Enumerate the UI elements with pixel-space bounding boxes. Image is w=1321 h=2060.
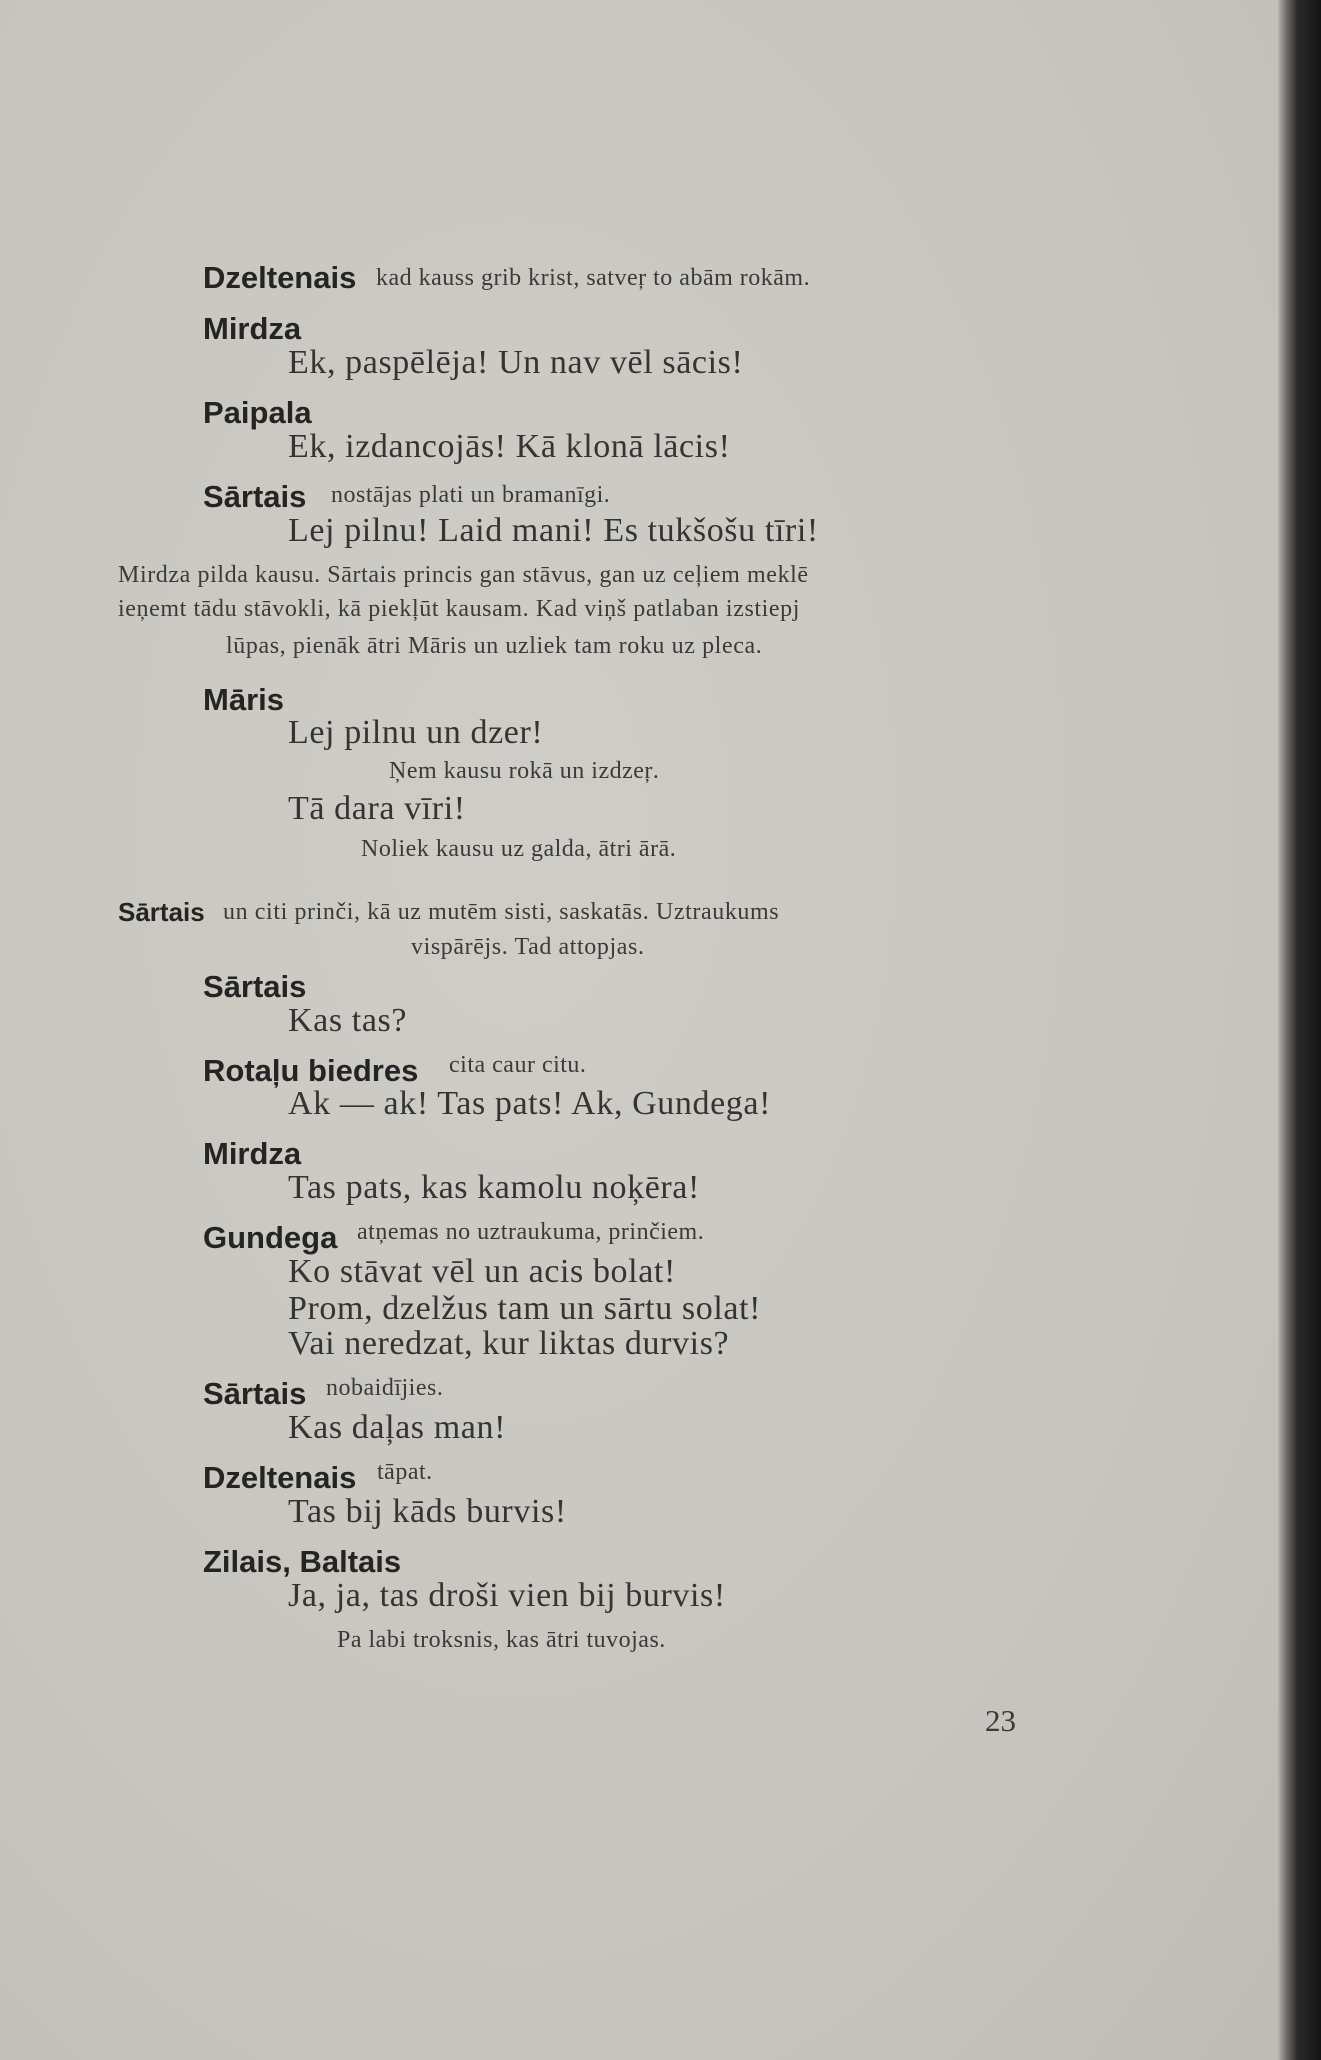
stage-direction: vispārējs. Tad attopjas. [411,934,645,960]
speaker-mirdza: Mirdza [203,311,302,346]
stage-direction-name: Sārtais [118,897,205,927]
verse-line: Tas pats, kas kamolu noķēra! [288,1169,700,1206]
stage-direction: kad kauss grib krist, satveŗ to abām rokām. [376,265,811,291]
verse-line: Ja, ja, tas droši vien bij burvis! [288,1577,726,1614]
stage-direction: Noliek kausu uz galda, ātri ārā. [361,836,677,862]
speaker-sartais: Sārtais [203,1376,307,1411]
verse-line: Kas daļas man! [288,1409,506,1446]
speaker-gundega: Gundega [203,1220,338,1255]
stage-direction: nobaidījies. [326,1375,444,1401]
page-edge-shadow [1278,0,1321,2060]
stage-direction: Pa labi troksnis, kas ātri tuvojas. [337,1627,666,1653]
verse-line: Lej pilnu! Laid mani! Es tukšošu tīri! [288,512,819,549]
stage-direction: lūpas, pienāk ātri Māris un uzliek tam roku uz pleca. [226,633,763,659]
stage-direction: un citi prinči, kā uz mutēm sisti, saskatās. Uztraukums [223,899,780,925]
verse-line: Ek, paspēlēja! Un nav vēl sācis! [288,344,744,381]
speaker-dzeltenais: Dzeltenais [203,260,357,295]
speaker-maris: Māris [203,682,284,717]
verse-line: Tā dara vīri! [288,790,466,827]
verse-line: Ak — ak! Tas pats! Ak, Gundega! [288,1085,771,1122]
stage-direction: nostājas plati un bramanīgi. [331,482,611,508]
stage-direction: atņemas no uztraukuma, prinčiem. [357,1219,705,1245]
verse-line: Ek, izdancojās! Kā klonā lācis! [288,428,731,465]
stage-direction: tāpat. [377,1459,433,1485]
verse-line: Prom, dzelžus tam un sārtu solat! [288,1290,762,1327]
verse-line: Ko stāvat vēl un acis bolat! [288,1253,676,1290]
speaker-sartais: Sārtais [203,969,307,1004]
speaker-mirdza: Mirdza [203,1136,302,1171]
speaker-paipala: Paipala [203,395,312,430]
stage-direction: ieņemt tādu stāvokli, kā piekļūt kausam. Kad viņš patlaban izstiepj [118,596,801,622]
verse-line: Vai neredzat, kur liktas durvis? [288,1325,730,1362]
speaker-zilais-baltais: Zilais, Baltais [203,1544,402,1579]
speaker-dzeltenais: Dzeltenais [203,1460,357,1495]
speaker-rotalu-biedres: Rotaļu biedres [203,1053,419,1088]
stage-direction: Ņem kausu rokā un izdzeŗ. [389,758,660,784]
page-number: 23 [985,1703,1016,1738]
verse-line: Kas tas? [288,1002,408,1039]
stage-direction: Mirdza pilda kausu. Sārtais princis gan stāvus, gan uz ceļiem meklē [118,562,809,588]
speaker-sartais: Sārtais [203,479,307,514]
stage-direction: cita caur citu. [449,1052,587,1078]
verse-line: Lej pilnu un dzer! [288,714,544,751]
verse-line: Tas bij kāds burvis! [288,1493,567,1530]
